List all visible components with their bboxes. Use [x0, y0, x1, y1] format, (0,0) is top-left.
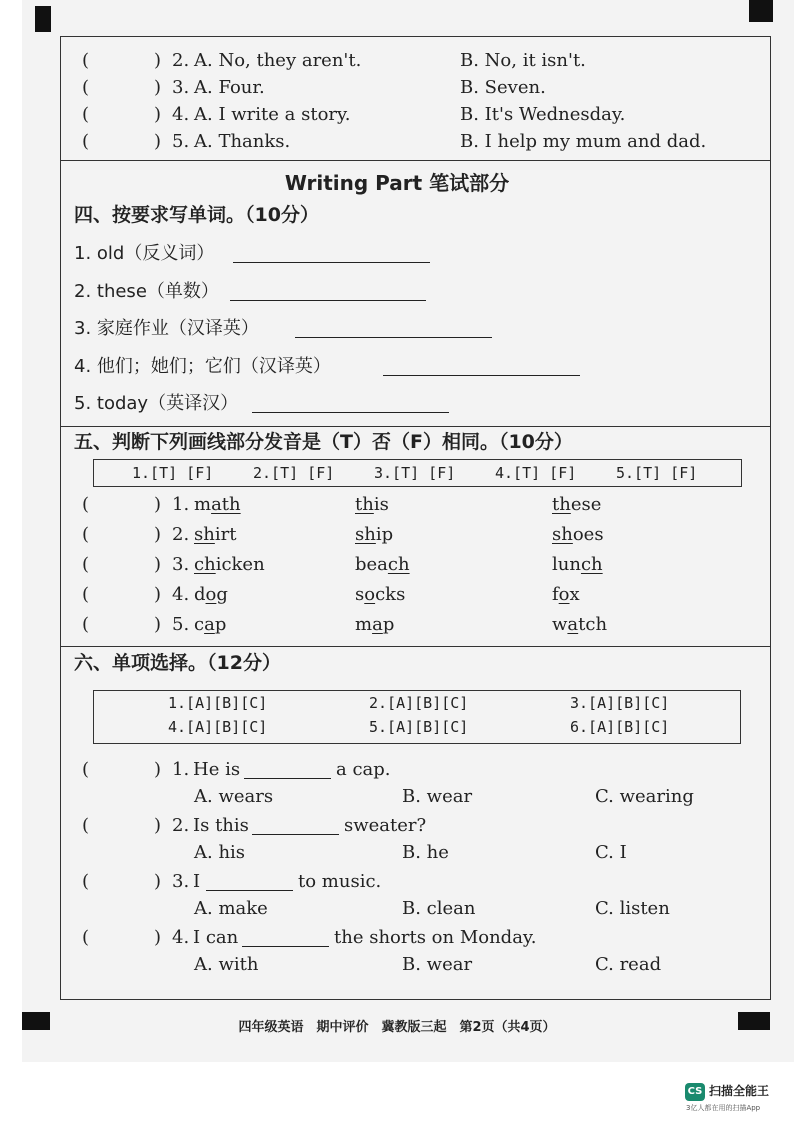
- question-number: 4.: [172, 584, 190, 605]
- answer-paren-close: ): [154, 77, 162, 98]
- section6-heading: 六、单项选择。（12分）: [74, 652, 281, 674]
- answer-paren-open: (: [82, 50, 90, 71]
- phonics-word-3: shoes: [552, 524, 604, 545]
- divider-section6: [60, 646, 771, 647]
- answer-paren-close: ): [154, 584, 162, 605]
- registration-mark-top-left: [35, 6, 51, 32]
- phonics-word-3: these: [552, 494, 602, 515]
- phonics-word-1: dog: [194, 584, 228, 605]
- answer-paren-close: ): [154, 50, 162, 71]
- section4-item: 3. 家庭作业（汉译英）: [74, 318, 259, 339]
- option-a: A. make: [194, 898, 268, 919]
- divider-section5: [60, 426, 771, 427]
- question-number: 1.: [172, 759, 190, 780]
- phonics-word-3: watch: [552, 614, 608, 635]
- answer-paren-open: (: [82, 871, 90, 892]
- answer-paren-open: (: [82, 614, 90, 635]
- option-a: A. No, they aren't.: [194, 50, 362, 71]
- question-stem-start: I: [193, 871, 201, 892]
- question-number: 5.: [172, 614, 190, 635]
- phonics-word-1: chicken: [194, 554, 265, 575]
- answer-blank[interactable]: [233, 262, 430, 263]
- answer-blank[interactable]: [244, 778, 331, 779]
- question-stem-start: Is this: [193, 815, 249, 836]
- answer-paren-close: ): [154, 871, 162, 892]
- question-number: 2.: [172, 524, 190, 545]
- choice-answer-option: 1.[A][B][C]: [168, 694, 268, 712]
- answer-blank[interactable]: [230, 300, 426, 301]
- phonics-word-3: fox: [552, 584, 580, 605]
- answer-paren-open: (: [82, 524, 90, 545]
- option-b: B. No, it isn't.: [460, 50, 586, 71]
- question-number: 3.: [172, 554, 190, 575]
- answer-paren-open: (: [82, 77, 90, 98]
- camscanner-name: 扫描全能王: [709, 1084, 770, 1098]
- phonics-word-2: map: [355, 614, 395, 635]
- option-c: C. wearing: [595, 786, 694, 807]
- option-b: B. he: [402, 842, 449, 863]
- section4-item: 4. 他们；她们；它们（汉译英）: [74, 355, 331, 377]
- answer-paren-open: (: [82, 759, 90, 780]
- answer-paren-close: ): [154, 104, 162, 125]
- section4-item: 5. today（英译汉）: [74, 393, 239, 414]
- option-c: C. read: [595, 954, 662, 975]
- answer-paren-open: (: [82, 584, 90, 605]
- question-number: 3.: [172, 77, 190, 98]
- option-a: A. I write a story.: [194, 104, 351, 125]
- tf-answer-option: 5.[T] [F]: [616, 464, 698, 482]
- section4-item: 2. these（单数）: [74, 280, 219, 302]
- option-a: A. wears: [194, 786, 274, 807]
- question-stem-end: the shorts on Monday.: [334, 927, 537, 948]
- writing-part-title: Writing Part 笔试部分: [284, 171, 510, 195]
- phonics-word-1: math: [194, 494, 241, 515]
- answer-blank[interactable]: [252, 834, 339, 835]
- question-number: 2.: [172, 50, 190, 71]
- question-stem-start: He is: [193, 759, 241, 780]
- answer-paren-open: (: [82, 927, 90, 948]
- answer-paren-close: ): [154, 815, 162, 836]
- option-b: B. It's Wednesday.: [460, 104, 626, 125]
- answer-paren-close: ): [154, 614, 162, 635]
- tf-answer-option: 1.[T] [F]: [132, 464, 214, 482]
- tf-answer-option: 2.[T] [F]: [253, 464, 335, 482]
- answer-paren-open: (: [82, 494, 90, 515]
- camscanner-logo-icon: CS: [685, 1083, 705, 1101]
- option-b: B. clean: [402, 898, 476, 919]
- answer-paren-open: (: [82, 815, 90, 836]
- option-c: C. I: [595, 842, 627, 863]
- answer-blank[interactable]: [252, 412, 449, 413]
- section5-heading: 五、判断下列画线部分发音是（T）否（F）相同。（10分）: [74, 431, 573, 453]
- answer-blank[interactable]: [242, 946, 329, 947]
- answer-paren-close: ): [154, 554, 162, 575]
- answer-paren-open: (: [82, 104, 90, 125]
- tf-answer-option: 3.[T] [F]: [374, 464, 456, 482]
- answer-paren-close: ): [154, 524, 162, 545]
- phonics-word-2: ship: [355, 524, 394, 545]
- question-number: 4.: [172, 927, 190, 948]
- question-stem-start: I can: [193, 927, 239, 948]
- page-footer: 四年级英语 期中评价 冀教版三起 第2页（共4页）: [238, 1020, 556, 1035]
- option-a: A. Thanks.: [194, 131, 291, 152]
- question-stem-end: to music.: [298, 871, 382, 892]
- registration-mark-top-right: [749, 0, 773, 22]
- question-stem-end: sweater?: [344, 815, 427, 836]
- option-c: C. listen: [595, 898, 670, 919]
- phonics-word-1: cap: [194, 614, 227, 635]
- choice-answer-option: 3.[A][B][C]: [570, 694, 670, 712]
- option-a: A. his: [194, 842, 246, 863]
- divider-writing: [60, 160, 771, 161]
- option-b: B. wear: [402, 954, 473, 975]
- answer-paren-close: ): [154, 131, 162, 152]
- answer-paren-close: ): [154, 759, 162, 780]
- camscanner-tagline: 3亿人都在用的扫描App: [686, 1104, 761, 1112]
- phonics-word-2: beach: [355, 554, 410, 575]
- section4-heading: 四、按要求写单词。（10分）: [74, 204, 319, 226]
- phonics-word-3: lunch: [552, 554, 603, 575]
- phonics-word-1: shirt: [194, 524, 237, 545]
- answer-blank[interactable]: [383, 375, 580, 376]
- choice-answer-option: 2.[A][B][C]: [369, 694, 469, 712]
- question-number: 5.: [172, 131, 190, 152]
- choice-answer-option: 5.[A][B][C]: [369, 718, 469, 736]
- option-b: B. I help my mum and dad.: [460, 131, 707, 152]
- phonics-word-2: socks: [355, 584, 406, 605]
- question-number: 3.: [172, 871, 190, 892]
- answer-paren-open: (: [82, 131, 90, 152]
- option-b: B. Seven.: [460, 77, 546, 98]
- phonics-word-2: this: [355, 494, 389, 515]
- option-a: A. Four.: [194, 77, 265, 98]
- question-stem-end: a cap.: [336, 759, 391, 780]
- answer-paren-open: (: [82, 554, 90, 575]
- answer-paren-close: ): [154, 927, 162, 948]
- option-a: A. with: [194, 954, 259, 975]
- question-number: 4.: [172, 104, 190, 125]
- question-number: 1.: [172, 494, 190, 515]
- answer-paren-close: ): [154, 494, 162, 515]
- question-number: 2.: [172, 815, 190, 836]
- choice-answer-option: 4.[A][B][C]: [168, 718, 268, 736]
- answer-blank[interactable]: [295, 337, 492, 338]
- tf-answer-option: 4.[T] [F]: [495, 464, 577, 482]
- choice-answer-option: 6.[A][B][C]: [570, 718, 670, 736]
- section4-item: 1. old（反义词）: [74, 243, 215, 264]
- answer-blank[interactable]: [206, 890, 293, 891]
- option-b: B. wear: [402, 786, 473, 807]
